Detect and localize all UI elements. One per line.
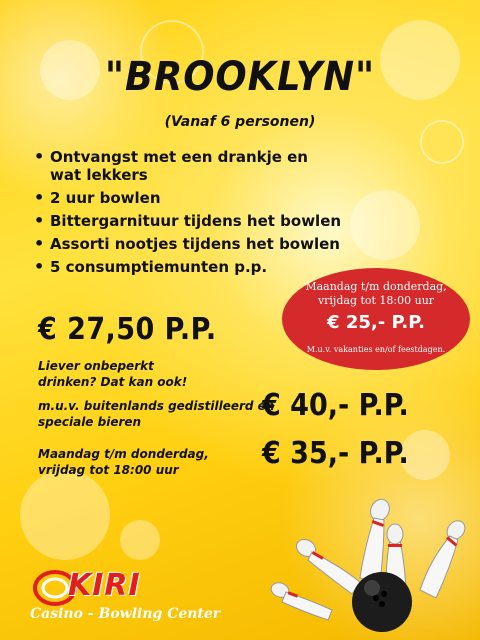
exclusion-line2: speciale bieren — [38, 415, 142, 429]
bokeh-light — [20, 470, 110, 560]
price-unlimited: € 40,- P.P. — [262, 388, 409, 423]
list-item: • Assorti nootjes tijdens het bowlen — [34, 235, 344, 253]
bowling-pin-icon — [420, 517, 469, 598]
badge-days-line1: Maandag t/m donderdag, — [305, 280, 447, 293]
price-weekday-unlimited: € 35,- P.P. — [262, 436, 409, 471]
unlimited-drinks-note — [38, 358, 187, 390]
logo-name: KIRI — [68, 568, 141, 603]
weekday-line2: vrijdag tot 18:00 uur — [38, 463, 179, 477]
weekday-note — [38, 446, 209, 478]
list-item: • Ontvangst met een drankje en wat lekkers — [34, 148, 344, 184]
bokeh-light — [120, 520, 160, 560]
bowling-ball-icon — [352, 572, 412, 632]
list-item: • Bittergarnituur tijdens het bowlen — [34, 212, 344, 230]
feature-list — [34, 148, 344, 281]
list-item: • 5 consumptiemunten p.p. — [34, 258, 344, 276]
bowling-pin-icon — [293, 536, 360, 594]
page-title: "BROOKLYN" — [104, 54, 376, 100]
badge-days — [282, 280, 470, 308]
exclusion-line1: m.u.v. buitenlands gedistilleerd en — [38, 399, 275, 413]
bowling-pins-illustration — [260, 470, 480, 640]
weekday-price-badge — [282, 268, 470, 370]
kiri-logo — [28, 566, 228, 636]
bowling-pin-icon — [269, 580, 332, 620]
badge-note: M.u.v. vakanties en/of feestdagen. — [306, 345, 446, 354]
bokeh-light — [350, 190, 420, 260]
unlimited-line2: drinken? Dat kan ook! — [38, 375, 188, 389]
badge-days-line2: vrijdag tot 18:00 uur — [317, 294, 435, 307]
subtitle: (Vanaf 6 personen) — [164, 114, 316, 130]
unlimited-line1: Liever onbeperkt — [38, 359, 154, 373]
weekday-line1: Maandag t/m donderdag, — [38, 447, 209, 461]
price-main: € 27,50 P.P. — [38, 312, 217, 347]
exclusion-note — [38, 398, 274, 430]
list-item: • 2 uur bowlen — [34, 189, 344, 207]
badge-price: € 25,- P.P. — [327, 312, 425, 333]
logo-tagline: Casino - Bowling Center — [30, 606, 221, 622]
